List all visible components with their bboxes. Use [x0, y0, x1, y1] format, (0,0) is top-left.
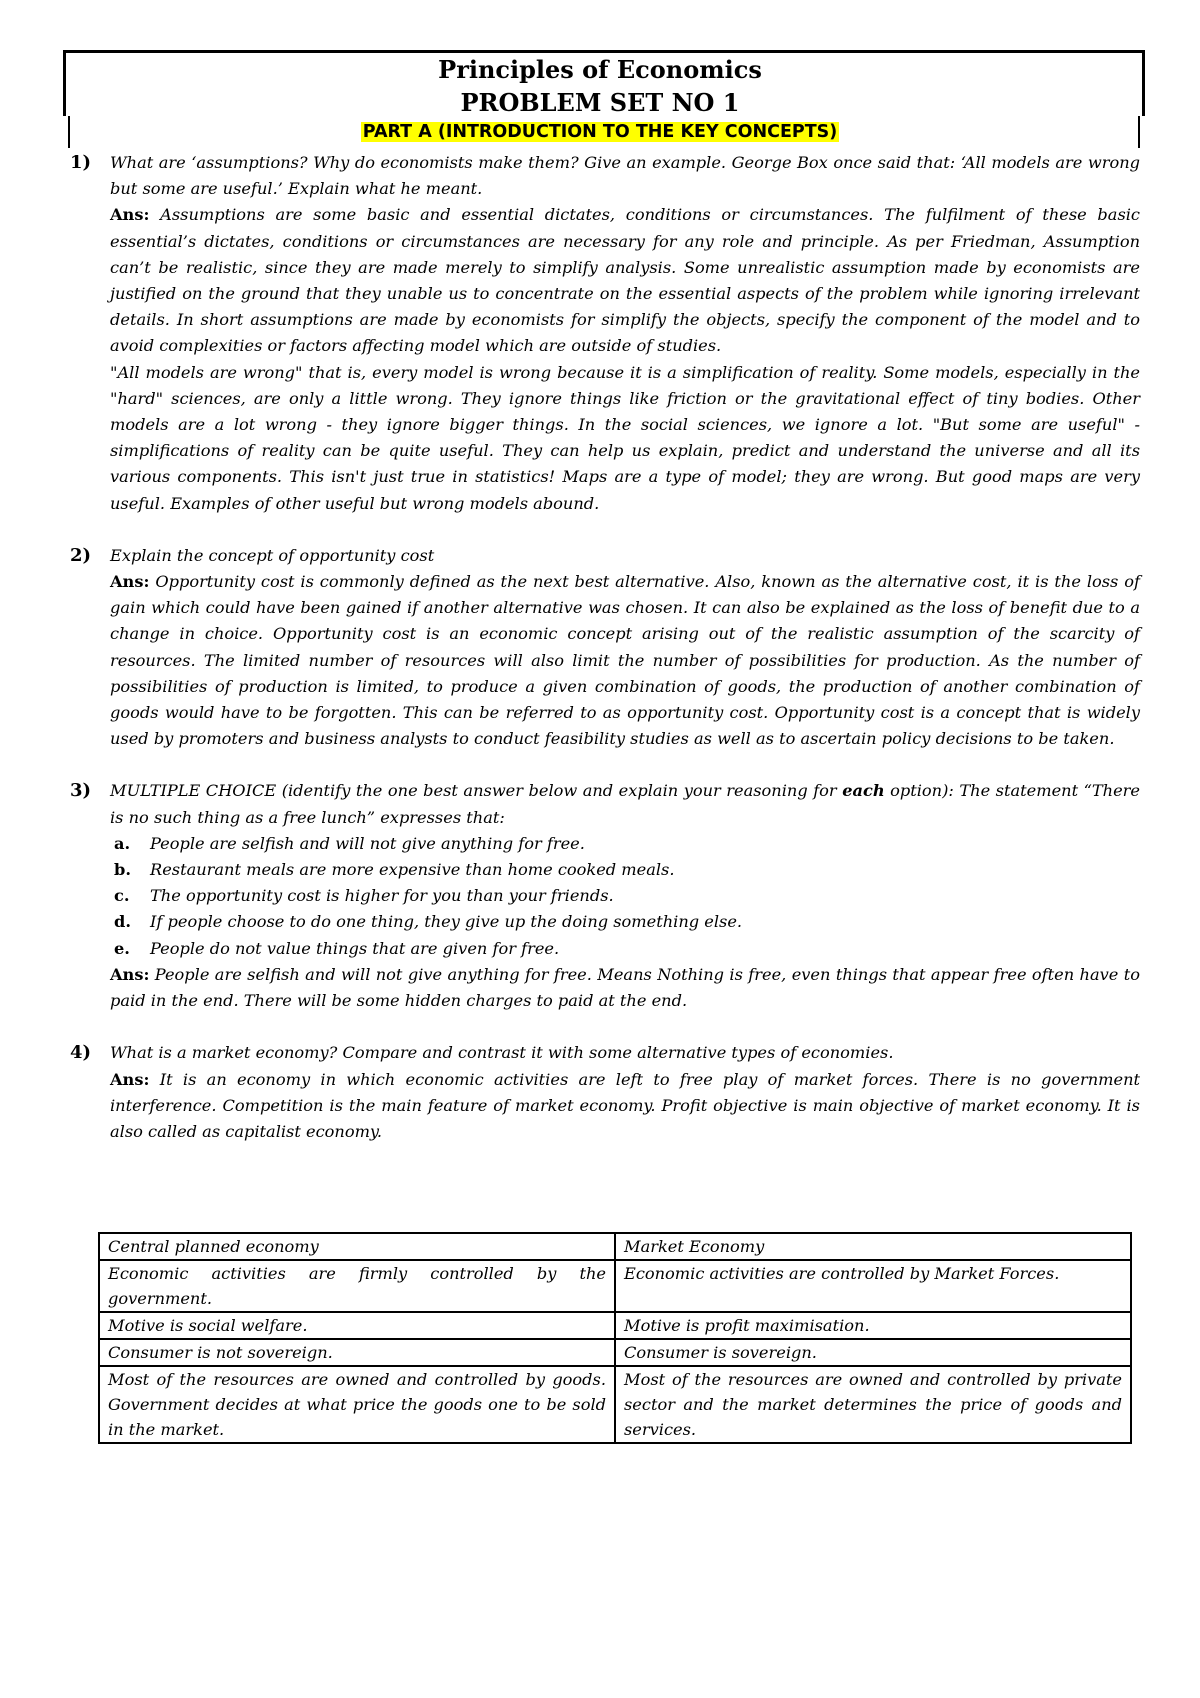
- table-cell: Economic activities are controlled by Market Forces.: [615, 1260, 1131, 1312]
- answer-paragraph: [110, 569, 1140, 752]
- question-prompt: [110, 778, 1140, 830]
- questions-list: [70, 150, 1140, 1145]
- choice-letter: e.: [114, 938, 130, 958]
- table-header-cell: Central planned economy: [99, 1233, 615, 1260]
- table-cell: Motive is profit maximisation.: [615, 1312, 1131, 1339]
- question-body: [110, 543, 1140, 753]
- answer-paragraph: [110, 1067, 1140, 1146]
- choice-item: [110, 857, 1140, 883]
- choice-text: People are selfish and will not give anything for free.: [150, 833, 585, 853]
- table-row: [99, 1260, 1131, 1312]
- choice-letter: a.: [114, 833, 131, 853]
- doc-subtitle: PROBLEM SET NO 1: [460, 88, 740, 117]
- choice-text: The opportunity cost is higher for you than your friends.: [150, 886, 614, 906]
- doc-title: Principles of Economics: [438, 55, 762, 84]
- question-prompt: What are ‘assumptions? Why do economists make them? Give an example. George Box once said that: ‘All models are wrong but some are useful.’ Explain what he meant.: [110, 153, 1140, 199]
- question-prompt: Explain the concept of opportunity cost: [110, 545, 435, 565]
- table-cell: Consumer is not sovereign.: [99, 1339, 615, 1366]
- answer-text: People are selfish and will not give anything for free. Means Nothing is free, even things that appear free often have to paid in the end. There will be some hidden charges to paid at the end.: [110, 964, 1140, 1011]
- choice-letter: c.: [114, 886, 130, 906]
- question-number: 2): [70, 544, 92, 566]
- table-cell: Most of the resources are owned and controlled by private sector and the market determines the price of goods and services.: [615, 1366, 1131, 1443]
- prompt-emphasis: each: [842, 781, 885, 801]
- choice-item: [110, 909, 1140, 935]
- question-number: 1): [70, 152, 92, 173]
- table-cell: Consumer is sovereign.: [615, 1339, 1131, 1366]
- question-3: [70, 778, 1140, 1014]
- answer-label: Ans:: [110, 205, 150, 225]
- question-body: [110, 150, 1140, 517]
- question-4: [70, 1040, 1140, 1145]
- choice-item: [110, 831, 1140, 857]
- answer-text: It is an economy in which economic activities are left to free play of market forces. There is no government interference. Competition is the main feature of market economy. Profit objective is main objective of market economy. It is also called as capitalist economy.: [110, 1069, 1140, 1141]
- table-header-cell: Market Economy: [615, 1233, 1131, 1260]
- table-row: [99, 1366, 1131, 1443]
- table-row: [99, 1312, 1131, 1339]
- answer-label: Ans:: [110, 572, 150, 592]
- answer-label: Ans:: [110, 964, 150, 984]
- question-number: 4): [70, 1042, 92, 1064]
- answer-paragraph: [110, 962, 1140, 1014]
- choice-text: Restaurant meals are more expensive than home cooked meals.: [150, 860, 675, 880]
- part-label: PART A (INTRODUCTION TO THE KEY CONCEPTS): [362, 122, 838, 142]
- table-row: [99, 1339, 1131, 1366]
- table-cell: Motive is social welfare.: [99, 1312, 615, 1339]
- question-prompt: What is a market economy? Compare and contrast it with some alternative types of economies.: [110, 1043, 894, 1063]
- answer-extra: "All models are wrong" that is, every model is wrong because it is a simplification of reality. Some models, especially in the "hard" sciences, are only a little wrong. They ignore things like friction or the gravitational effect of tiny bodies. Other models are a lot wrong - they ignore bigger things. In the social sciences, we ignore a lot. "But some are useful" - simplifications of reality can be quite useful. They can help us explain, predict and understand the universe and all its various components. This isn't just true in statistics! Maps are a type of model; they are wrong. But good maps are very useful. Examples of other useful but wrong models abound.: [110, 362, 1140, 513]
- choice-list: [110, 831, 1140, 962]
- choice-item: [110, 936, 1140, 962]
- prompt-part: MULTIPLE CHOICE (identify the one best answer below and explain your reasoning for: [110, 781, 843, 801]
- table-header-row: [99, 1233, 1131, 1260]
- answer-text: Assumptions are some basic and essential dictates, conditions or circumstances. The fulfilment of these basic essential’s dictates, conditions or circumstances are necessary for any role and principle. As per Friedman, Assumption can’t be realistic, since they are made merely to simplify analysis. Some unrealistic assumption made by economists are justified on the ground that they unable us to concentrate on the essential aspects of the problem while ignoring irrelevant details. In short assumptions are made by economists for simplify the objects, specify the component of the model and to avoid complexities or factors affecting model which are outside of studies.: [110, 205, 1140, 356]
- choice-text: People do not value things that are given for free.: [150, 938, 560, 958]
- answer-label: Ans:: [110, 1069, 150, 1089]
- part-heading: [0, 120, 1200, 144]
- comparison-table: [98, 1232, 1132, 1444]
- question-body: [110, 778, 1140, 1014]
- question-2: [70, 543, 1140, 753]
- choice-letter: b.: [114, 860, 131, 880]
- choice-item: [110, 883, 1140, 909]
- prompt-part: option): The statement “There is no such thing as a free lunch” expresses that:: [110, 781, 1140, 827]
- table-cell: Most of the resources are owned and controlled by goods. Government decides at what price the goods one to be sold in the market.: [99, 1366, 615, 1443]
- question-1: [70, 150, 1140, 517]
- answer-text: Opportunity cost is commonly defined as the next best alternative. Also, known as the alternative cost, it is the loss of gain which could have been gained if another alternative was chosen. It can also be explained as the loss of benefit due to a change in choice. Opportunity cost is an economic concept arising out of the realistic assumption of the scarcity of resources. The limited number of resources will also limit the number of possibilities for production. As the number of possibilities of production is limited, to produce a given combination of goods, the production of another combination of goods would have to be forgotten. This can be referred to as opportunity cost. Opportunity cost is a concept that is widely used by promoters and business analysts to conduct feasibility studies as well as to ascertain policy decisions to be taken.: [110, 572, 1140, 749]
- choice-letter: d.: [114, 912, 131, 932]
- question-number: 3): [70, 780, 92, 802]
- table-cell: Economic activities are firmly controlled by the government.: [99, 1260, 615, 1312]
- question-body: [110, 1040, 1140, 1145]
- choice-text: If people choose to do one thing, they give up the doing something else.: [150, 912, 743, 932]
- answer-paragraph: [110, 202, 1140, 359]
